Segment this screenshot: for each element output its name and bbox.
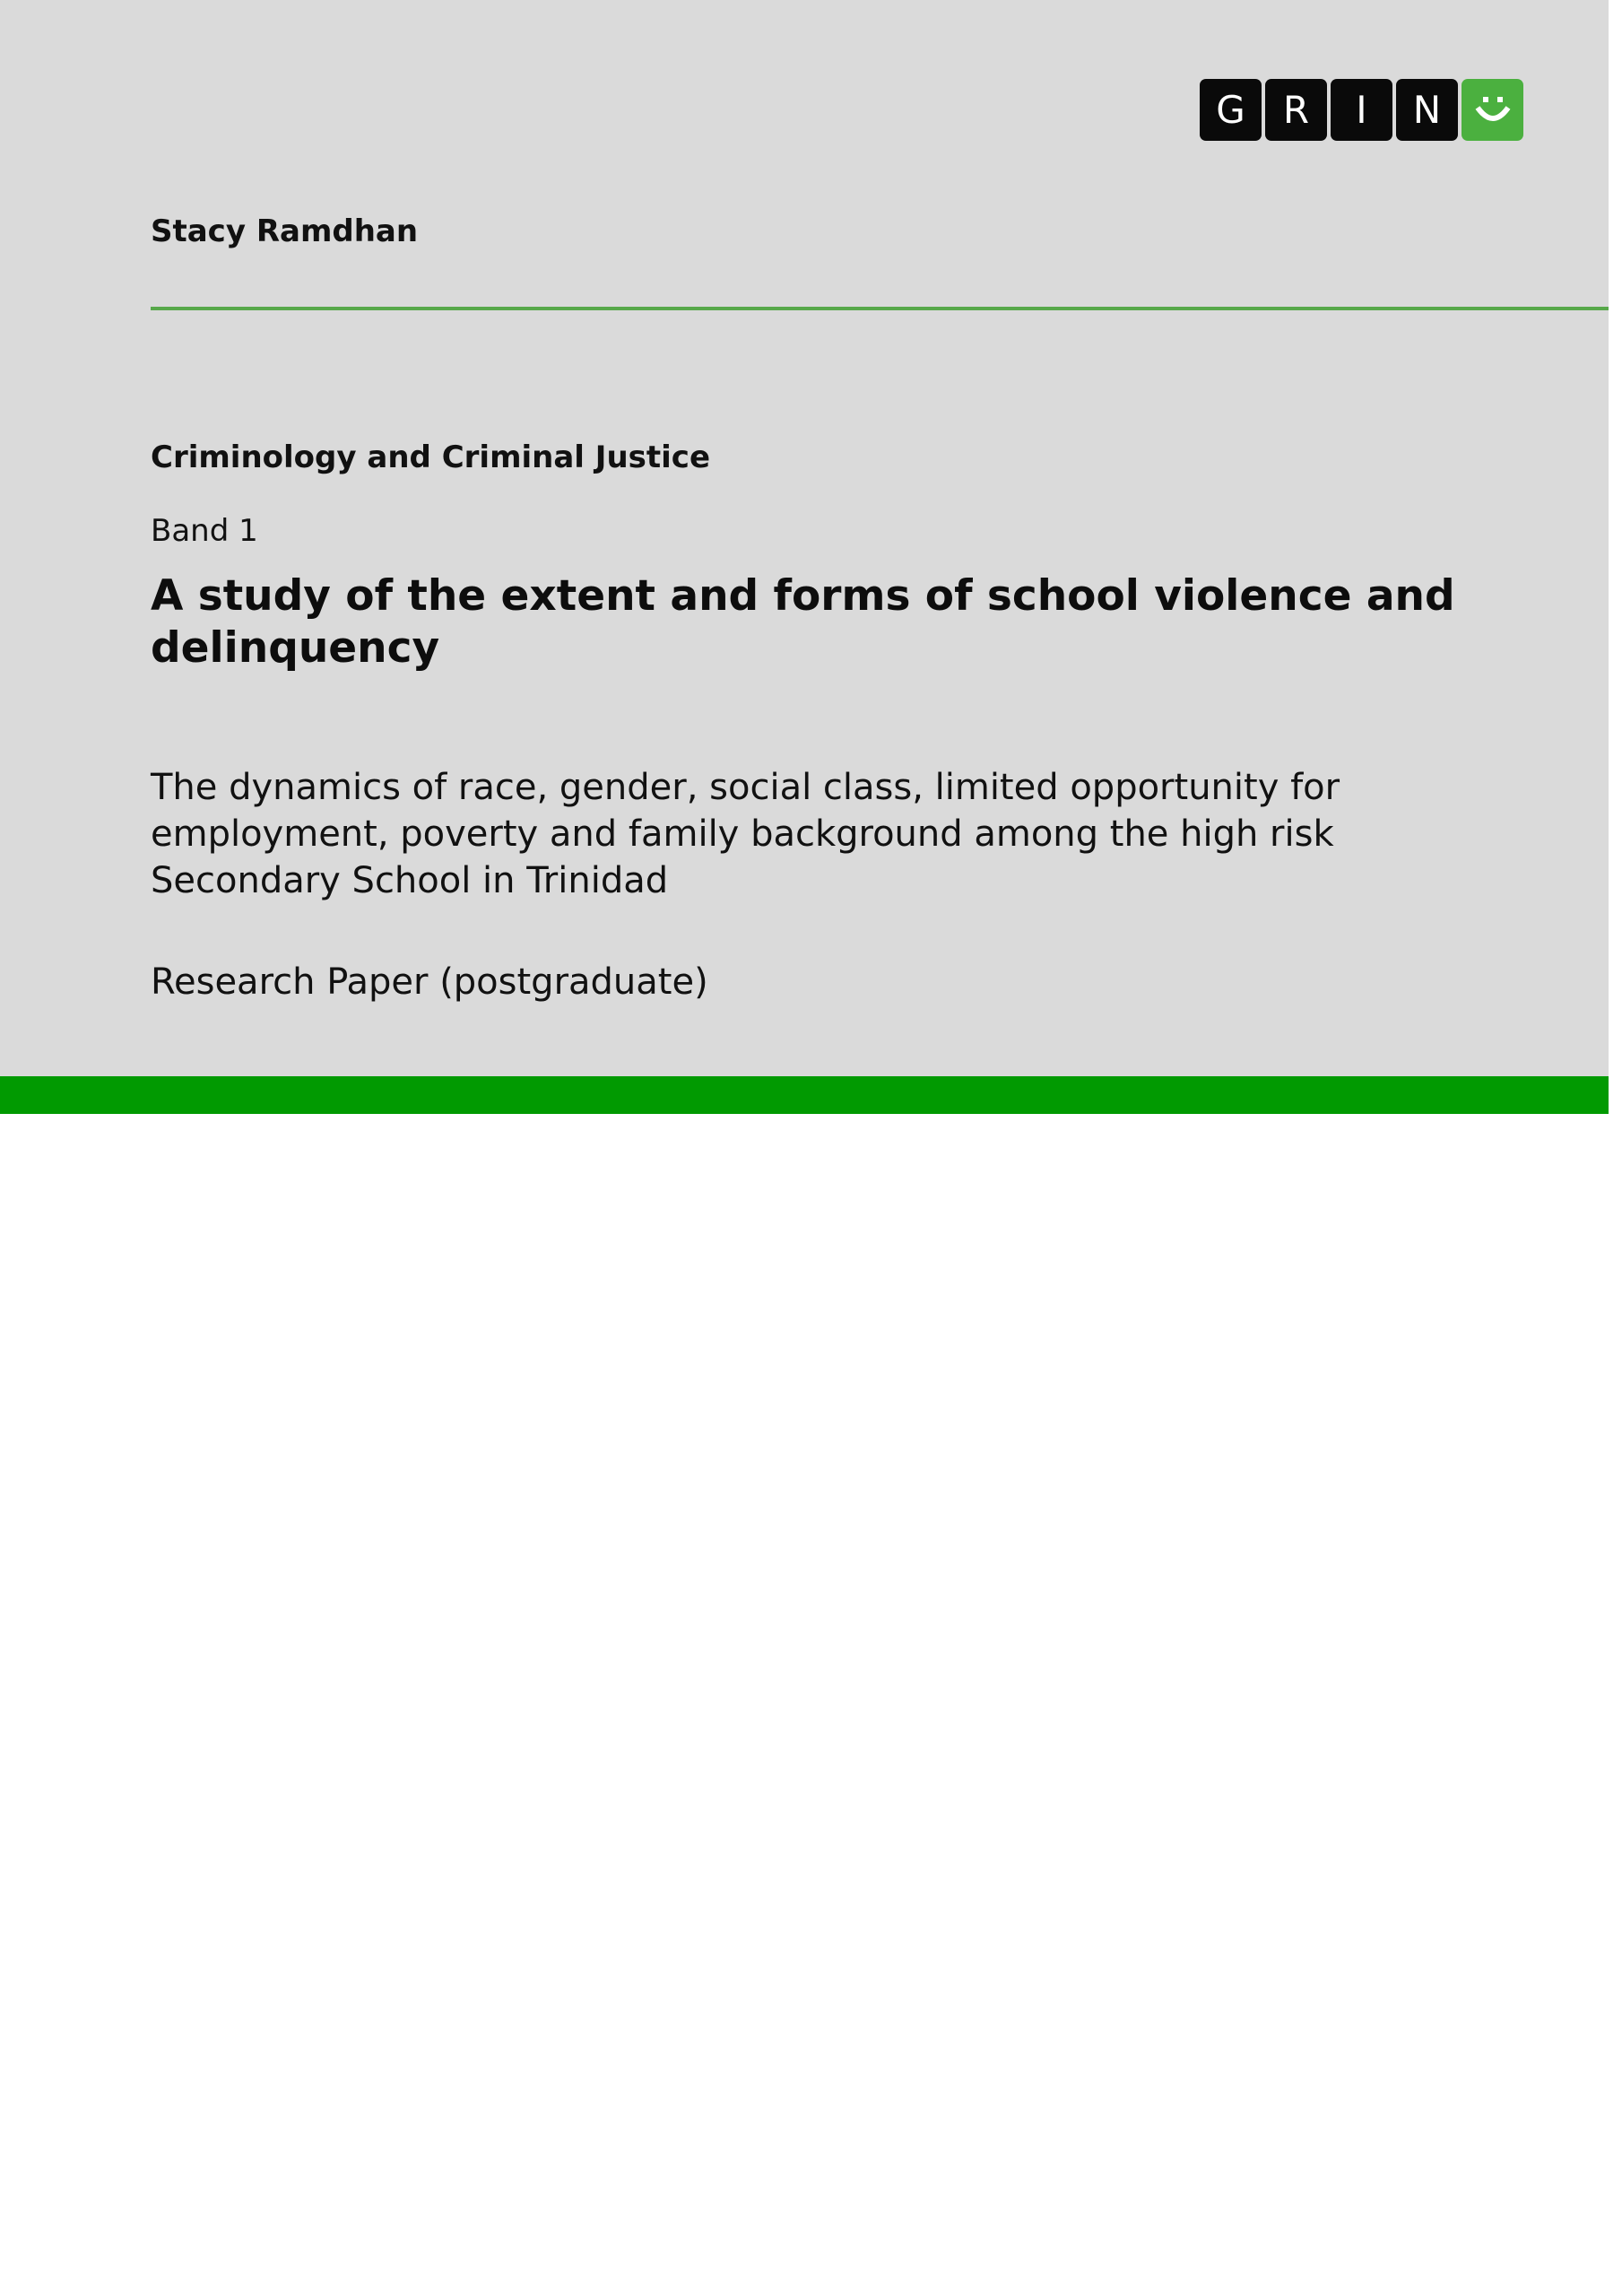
document-type: Research Paper (postgraduate) <box>151 961 708 1003</box>
series-title: Criminology and Criminal Justice <box>151 439 711 475</box>
top-divider <box>151 307 1609 310</box>
logo-letter-n: N <box>1396 79 1458 141</box>
document-title: A study of the extent and forms of school violence and delinquency <box>151 571 1455 673</box>
bottom-bar <box>0 1076 1609 1114</box>
document-subtitle: The dynamics of race, gender, social class, limited opportunity for employment, poverty and family background among the high risk Secondary School in Trinidad <box>151 767 1340 901</box>
author-name: Stacy Ramdhan <box>151 213 419 249</box>
logo-letter-r: R <box>1265 79 1327 141</box>
grin-logo <box>1200 79 1523 141</box>
smiley-icon <box>1462 79 1523 141</box>
volume-label: Band 1 <box>151 513 258 549</box>
logo-letter-g: G <box>1200 79 1262 141</box>
logo-letter-i: I <box>1331 79 1392 141</box>
